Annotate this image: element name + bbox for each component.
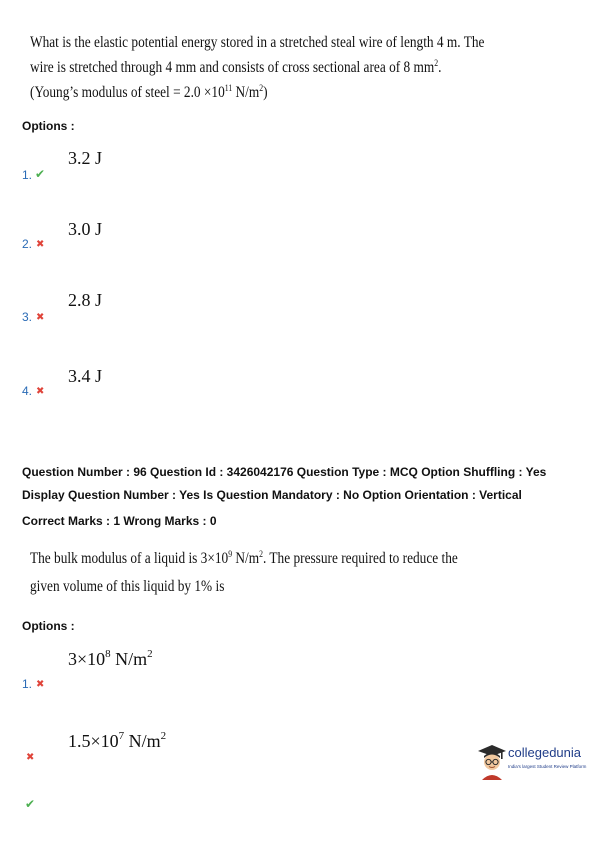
q95-option-2[interactable]: 2. ✖	[22, 237, 45, 251]
q95-option-1[interactable]: 1. ✔	[22, 167, 46, 182]
question-meta-line-1: Question Number : 96 Question Id : 3426042176 Question Type : MCQ Option Shuffling : Yes	[22, 465, 547, 479]
q95-option-2-text: 3.0 J	[68, 219, 103, 239]
check-icon: ✔	[35, 167, 46, 181]
question-meta-line-3: Correct Marks : 1 Wrong Marks : 0	[22, 514, 217, 528]
q95-option-1-text: 3.2 J	[68, 148, 103, 168]
cross-icon: ✖	[36, 679, 45, 690]
question-95-text	[30, 32, 484, 103]
q96-option-2[interactable]	[22, 750, 34, 764]
cross-icon: ✖	[36, 386, 45, 397]
question-95-line-3: (Young’s modulus of steel = $2.0 \times 10^{11}$ $N/m^2$)	[30, 83, 268, 101]
question-96-text	[30, 544, 458, 597]
question-95-line-1: What is the elastic potential energy stored in a stretched steal wire of length 4 m. The	[30, 34, 485, 51]
cross-icon: ✖	[36, 239, 45, 250]
graduate-mascot-icon	[476, 742, 508, 782]
cross-icon: ✖	[36, 312, 45, 323]
q95-option-4[interactable]: 4. ✖	[22, 384, 45, 398]
q96-option-1[interactable]: 1. ✖	[22, 677, 45, 691]
options-label-q96: Options :	[22, 619, 75, 633]
q96-option-3[interactable]	[22, 797, 35, 812]
check-icon: ✔	[25, 797, 36, 811]
logo-wordmark: collegedunia	[508, 745, 582, 760]
logo-tagline: India's largest Student Review Platform	[508, 764, 587, 769]
question-96-line-1: The bulk modulus of a liquid is $3\times 10^9$ $N/m^2$. The pressure required to reduce the	[30, 549, 458, 567]
cross-icon: ✖	[26, 752, 35, 763]
q95-option-4-text: 3.4 J	[68, 366, 103, 386]
question-95-line-2: wire is stretched through 4 mm and consists of cross sectional area of 8 $mm^2$.	[30, 58, 442, 76]
collegedunia-logo	[476, 742, 591, 784]
question-meta-line-2: Display Question Number : Yes Is Question Mandatory : No Option Orientation : Vertical	[22, 488, 522, 502]
question-96-line-2: given volume of this liquid by 1% is	[30, 578, 225, 595]
q96-option-1-text: $3\times 10^8$ $N/m^2$	[68, 648, 153, 669]
q95-option-3-text: 2.8 J	[68, 290, 103, 310]
q95-option-3[interactable]: 3. ✖	[22, 310, 45, 324]
options-label-q95: Options :	[22, 119, 75, 133]
q96-option-2-text: $1.5\times 10^7$ $N/m^2$	[68, 730, 167, 751]
